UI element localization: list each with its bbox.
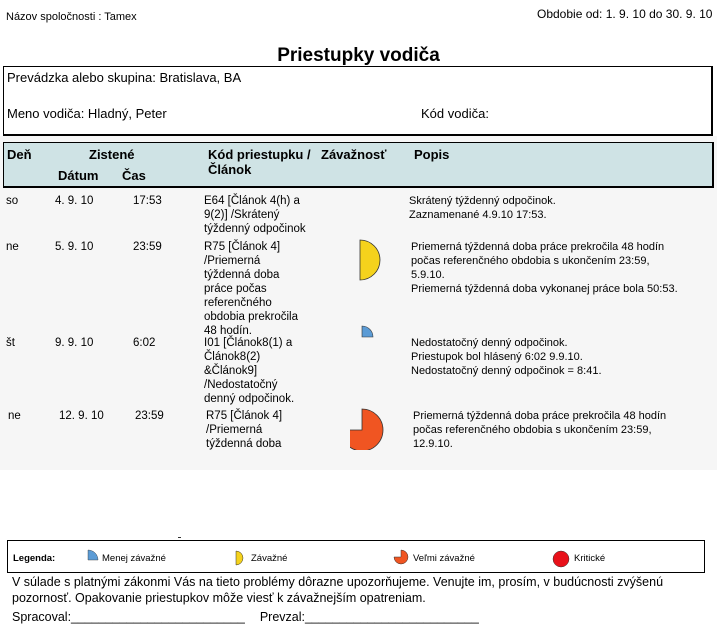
period-range: Obdobie od: 1. 9. 10 do 30. 9. 10 xyxy=(537,7,713,21)
row-4-code-line: týždenná doba xyxy=(206,438,282,450)
row-4-time: 23:59 xyxy=(135,410,164,422)
row-1-desc-line: Zaznamenané 4.9.10 17:53. xyxy=(409,209,547,221)
row-2-date: 5. 9. 10 xyxy=(55,241,94,253)
received-by: Prevzal:_________________________ xyxy=(259,610,479,624)
row-2-time: 23:59 xyxy=(133,241,162,253)
row-2-code-line: 48 hodín. xyxy=(204,325,252,337)
row-1-date: 4. 9. 10 xyxy=(55,195,94,207)
row-4-desc-line: počas referenčného obdobia s ukončením 23:59, xyxy=(413,424,652,436)
row-4-code-line: R75 [Článok 4] xyxy=(206,410,283,422)
processed-by: Spracoval:_________________________ xyxy=(12,610,245,624)
company-name: Názov spoločnosti : Tamex xyxy=(6,11,137,23)
severity-icons xyxy=(350,230,400,450)
driver-code: Kód vodiča: xyxy=(421,106,489,121)
row-2-desc-line: Priemerná týždenná doba vykonanej práce bola 50:53. xyxy=(411,283,678,295)
row-3-day: št xyxy=(6,337,15,349)
row-2-desc-line: počas referenčného obdobia s ukončením 23:59, xyxy=(411,255,650,267)
page-title: Priestupky vodiča xyxy=(277,45,440,66)
row-2-code-line: /Priemerná xyxy=(204,255,261,267)
row-2-code xyxy=(204,240,298,338)
row-1-description xyxy=(409,194,556,222)
legend-half-icon xyxy=(234,550,248,566)
row-3-code-line: denný odpočinok. xyxy=(204,393,295,405)
legend-title: Legenda: xyxy=(13,553,56,564)
legend-quarter-icon xyxy=(87,549,99,561)
row-4-day: ne xyxy=(8,410,21,422)
row-3-code-line: &Článok9] xyxy=(204,365,258,377)
row-2-code-line: R75 [Článok 4] xyxy=(204,241,281,253)
col-date: Dátum xyxy=(58,168,99,183)
row-3-code-line: I01 [Článok8(1) a xyxy=(204,337,293,349)
legend-full-circle-icon xyxy=(552,550,570,568)
row-3-code xyxy=(204,336,294,406)
row-4-description xyxy=(413,409,666,451)
col-time: Čas xyxy=(122,168,146,183)
row-2-description xyxy=(411,240,678,296)
row-2-day: ne xyxy=(6,241,19,253)
row-2-code-line: obdobia prekročila xyxy=(204,311,298,323)
signature-line xyxy=(12,609,479,625)
row-2-desc-line: Priemerná týždenná doba práce prekročila 48 hodín xyxy=(411,241,665,253)
row-4-desc-line: 12.9.10. xyxy=(413,438,453,450)
row-3-date: 9. 9. 10 xyxy=(55,337,94,349)
row-1-code-line: 9(2)] /Skrátený xyxy=(204,209,280,221)
row-1-code-line: E64 [Článok 4(h) a xyxy=(204,195,300,207)
row-1-day: so xyxy=(6,195,19,207)
row-3-time: 6:02 xyxy=(133,337,156,349)
row-3-code-line: Článok8(2) xyxy=(204,351,261,363)
row-3-desc-line: Nedostatočný denný odpočinok. xyxy=(411,337,568,349)
stray-mark xyxy=(178,537,181,538)
row-2-desc-line: 5.9.10. xyxy=(411,269,445,281)
legend-label-critical: Kritické xyxy=(574,553,606,564)
row-4-desc-line: Priemerná týždenná doba práce prekročila 48 hodín xyxy=(413,410,667,422)
legend-label-less-serious: Menej závažné xyxy=(102,553,166,564)
driver-name: Meno vodiča: Hladný, Peter xyxy=(7,106,167,121)
row-2-code-line: týždenná doba xyxy=(204,269,280,281)
row-1-code-line: týždenný odpočinok xyxy=(204,223,306,235)
col-article: Článok xyxy=(208,162,252,177)
row-3-description xyxy=(411,336,602,378)
col-severity: Závažnosť xyxy=(321,147,387,162)
row-4-code-line: /Priemerná xyxy=(206,424,263,436)
col-found: Zistené xyxy=(89,147,135,162)
legend-label-very-serious: Veľmi závažné xyxy=(413,553,475,564)
row-1-desc-line: Skrátený týždenný odpočinok. xyxy=(409,195,556,207)
row-3-code-line: /Nedostatočný xyxy=(204,379,278,391)
notice-text: V súlade s platnými zákonmi Vás na tieto problémy dôrazne upozorňujeme. Venujte im, prosím, v budúcnosti zvýšenú pozornosť. Opakovanie priestupkov môže viesť k závažnejším opatreniam. xyxy=(12,575,664,605)
col-code: Kód priestupku / xyxy=(208,147,311,162)
row-4-date: 12. 9. 10 xyxy=(59,410,104,422)
legend-label-serious: Závažné xyxy=(251,553,288,564)
row-3-desc-line: Priestupok bol hlásený 6:02 9.9.10. xyxy=(411,351,583,363)
branch-label: Prevádzka alebo skupina: Bratislava, BA xyxy=(7,70,242,85)
row-1-time: 17:53 xyxy=(133,195,162,207)
severity-three-quarter-icon xyxy=(350,409,383,450)
row-3-desc-line: Nedostatočný denný odpočinok = 8:41. xyxy=(411,365,602,377)
severity-half-icon xyxy=(360,240,380,280)
row-1-code xyxy=(204,194,306,236)
severity-quarter-icon xyxy=(362,326,373,337)
row-2-code-line: práce počas xyxy=(204,283,267,295)
col-day: Deň xyxy=(7,147,32,162)
row-4-code xyxy=(206,409,282,451)
col-description: Popis xyxy=(414,147,450,162)
legend-three-quarter-icon xyxy=(393,549,409,565)
row-2-code-line: referenčného xyxy=(204,297,272,309)
